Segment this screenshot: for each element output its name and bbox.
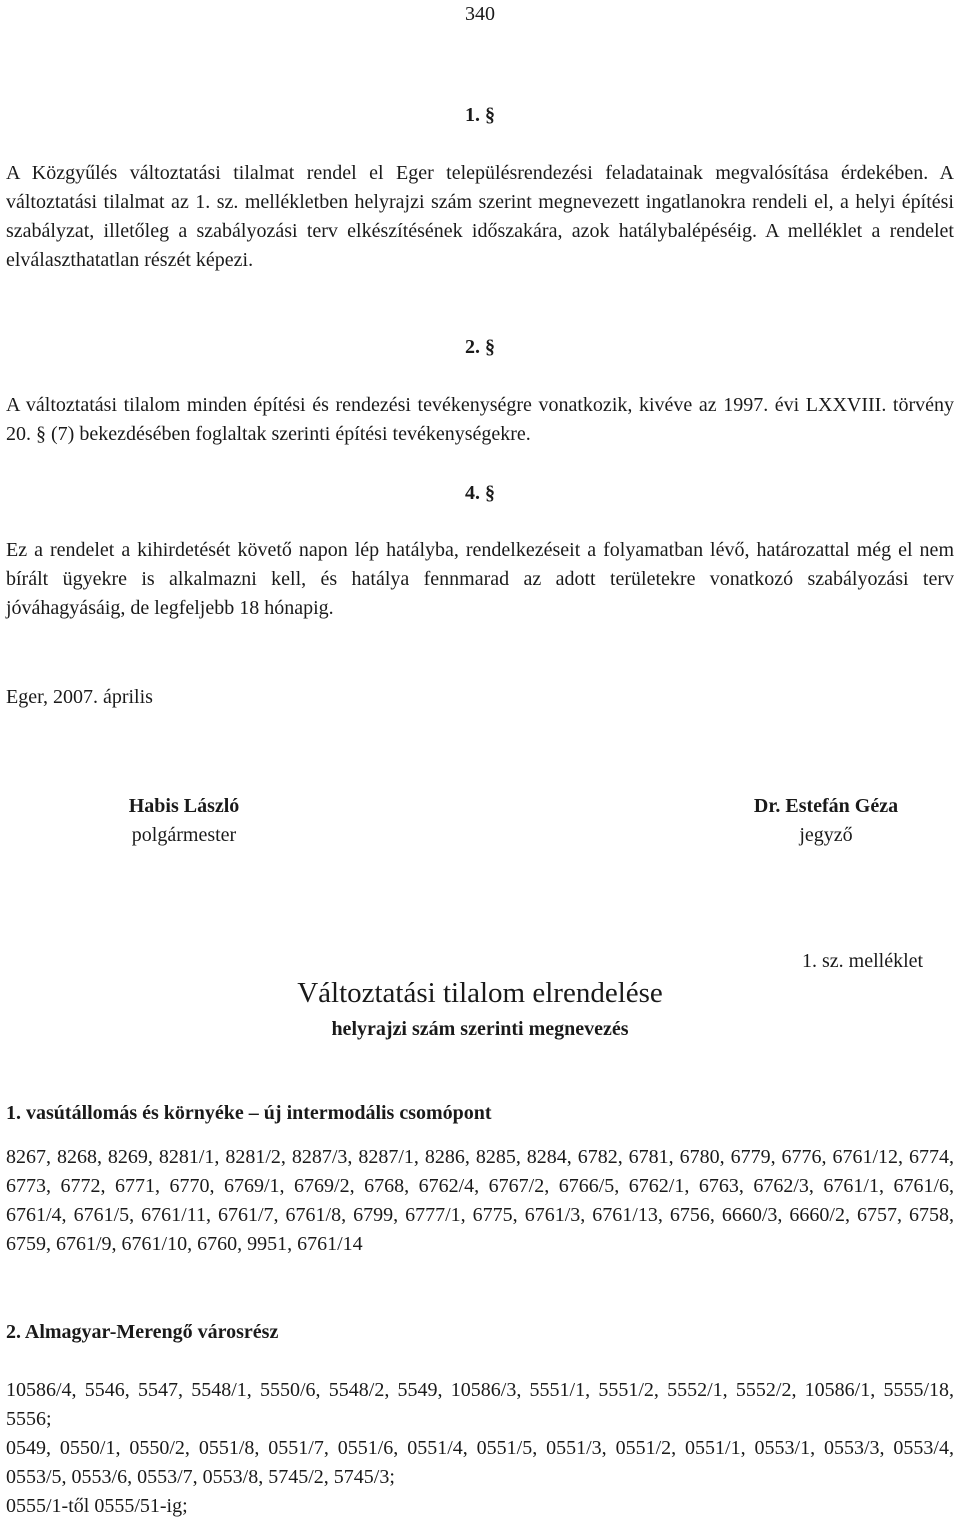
signature-right-name: Dr. Estefán Géza bbox=[753, 795, 899, 817]
annex-title: Változtatási tilalom elrendelése bbox=[297, 977, 663, 1009]
annex-subtitle: helyrajzi szám szerinti megnevezés bbox=[331, 1018, 629, 1040]
section-1-lots: 8267, 8268, 8269, 8281/1, 8281/2, 8287/3, 8287/1, 8286, 8285, 8284, 6782, 6781, 6780, 6779, 6776, 6761/12, 6774, 6773, 6772, 6771, 6770, 6769/1, 6769/2, 6768, 6762/4, 6767/2, 6766/5, 6762/1, 6763, 6762/3, 6761/1, 6761/6, 6761/4, 6761/5, 6761/11, 6761/7, 6761/8, 6799, 6777/1, 6775, 6761/3, 6761/13, 6756, 6660/3, 6660/2, 6757, 6758, 6759, 6761/9, 6761/10, 6760, 9951, 6761/14 bbox=[6, 1146, 954, 1255]
paragraph-1-heading: 1. § bbox=[465, 104, 495, 126]
paragraph-2-heading: 2. § bbox=[465, 336, 495, 358]
paragraph-4-heading: 4. § bbox=[465, 482, 495, 504]
section-2-lots-c: 0555/1-től 0555/51-ig; bbox=[6, 1495, 188, 1517]
section-2-heading: 2. Almagyar-Merengő városrész bbox=[6, 1321, 279, 1343]
signature-left-title: polgármester bbox=[131, 824, 237, 846]
page-number: 340 bbox=[465, 3, 495, 25]
signature-right bbox=[716, 792, 936, 850]
paragraph-1-text: A Közgyűlés változtatási tilalmat rendel el Eger településrendezési feladatainak megvalósítása érdekében. A változtatási tilalmat az 1. sz. mellékletben helyrajzi szám szerint megnevezett ingatlanokra rendeli el, a helyi építési szabályzat, illetőleg a szabályozási terv elkészítésének időszakára, azok hatálybalépéséig. A melléklet a rendelet elválaszthatatlan részét képezi. bbox=[6, 162, 954, 271]
paragraph-2-text: A változtatási tilalom minden építési és rendezési tevékenységre vonatkozik, kivéve az 1997. évi LXXVIII. törvény 20. § (7) bekezdésében foglaltak szerinti építési tevékenységekre. bbox=[6, 394, 954, 445]
signature-right-title: jegyző bbox=[799, 824, 853, 846]
section-2-lots-a: 10586/4, 5546, 5547, 5548/1, 5550/6, 5548/2, 5549, 10586/3, 5551/1, 5551/2, 5552/1, 5552/2, 10586/1, 5555/18, 5556; bbox=[6, 1379, 954, 1430]
place-date: Eger, 2007. április bbox=[6, 686, 153, 708]
section-2-lots-b: 0549, 0550/1, 0550/2, 0551/8, 0551/7, 0551/6, 0551/4, 0551/5, 0551/3, 0551/2, 0551/1, 0553/1, 0553/3, 0553/4, 0553/5, 0553/6, 0553/7, 0553/8, 5745/2, 5745/3; bbox=[6, 1437, 954, 1488]
annex-label: 1. sz. melléklet bbox=[802, 950, 924, 972]
paragraph-4-text: Ez a rendelet a kihirdetését követő napon lép hatályba, rendelkezéseit a folyamatban lévő, határozattal még el nem bírált ügyekre is alkalmazni kell, és hatálya fennmarad az adott területekre vonatkozó szabályozási terv jóváhagyásáig, de legfeljebb 18 hónapig. bbox=[6, 539, 954, 619]
signature-left bbox=[86, 792, 282, 850]
section-1-heading: 1. vasútállomás és környéke – új intermodális csomópont bbox=[6, 1102, 492, 1124]
signature-left-name: Habis László bbox=[128, 795, 240, 817]
